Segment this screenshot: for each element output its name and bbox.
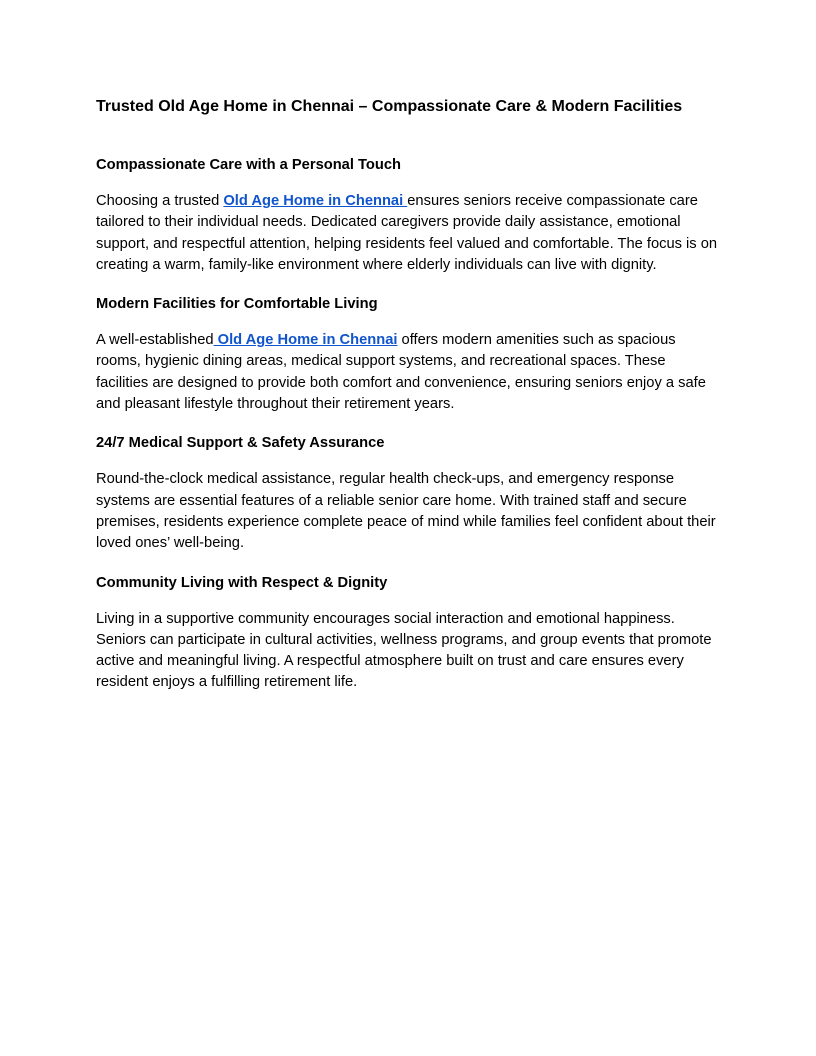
section-modern-facilities [96,294,720,415]
old-age-home-link[interactable]: Old Age Home in Chennai [223,193,408,209]
document-title: Trusted Old Age Home in Chennai – Compassionate Care & Modern Facilities [96,98,683,115]
paragraph-text: offers modern amenities such as spacious rooms, hygienic dining areas, medical support systems, and recreational spaces. These facilities are designed to provide both comfort and convenience, ensuring seniors enjoy a safe and pleasant lifestyle throughout their retirement years. [96,332,706,413]
section-paragraph: Round-the-clock medical assistance, regular health check-ups, and emergency response systems are essential features of a reliable senior care home. With trained staff and secure premises, residents experience complete peace of mind while families feel confident about their loved ones’ well-being. [96,471,716,552]
section-paragraph [96,330,720,415]
paragraph-text: A well-established [96,332,214,349]
section-paragraph [96,191,720,276]
section-heading: 24/7 Medical Support & Safety Assurance [96,435,385,452]
section-compassionate-care [96,155,720,276]
section-heading: Modern Facilities for Comfortable Living [96,296,378,313]
section-paragraph: Living in a supportive community encourages social interaction and emotional happiness. Seniors can participate in cultural activities, wellness programs, and group events that promote active and meaningful living. A respectful atmosphere built on trust and care ensures every resident enjoys a fulfilling retirement life. [96,610,712,691]
section-community-living [96,573,720,694]
paragraph-text: ensures seniors receive compassionate care tailored to their individual needs. Dedicated caregivers provide daily assistance, emotional support, and respectful attention, helping residents feel valued and comfortable. The focus is on creating a warm, family-like environment where elderly individuals can live with dignity. [96,193,718,273]
section-heading: Compassionate Care with a Personal Touch [96,157,401,173]
paragraph-text: Choosing a trusted [96,193,224,209]
section-heading: Community Living with Respect & Dignity [96,574,388,591]
section-medical-support [96,433,720,554]
old-age-home-link[interactable]: Old Age Home in Chennai [213,332,398,349]
